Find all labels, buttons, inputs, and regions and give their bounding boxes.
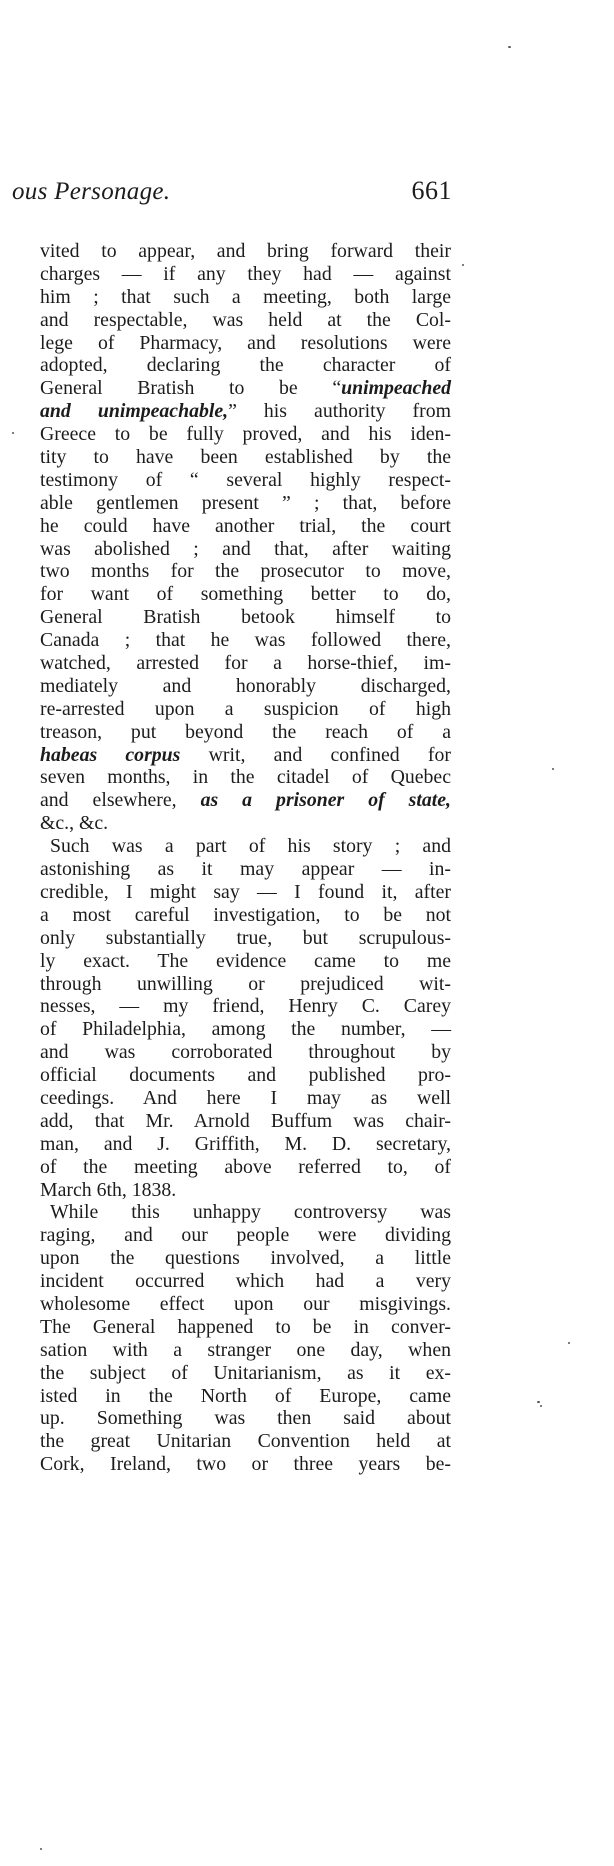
text-segment: &c., &c. — [40, 812, 109, 835]
text-line — [40, 583, 451, 606]
text-segment: man, and J. Griffith, M. D. secretary, — [40, 1132, 451, 1155]
text-segment: testimony of “ several highly respect- — [40, 468, 451, 491]
text-segment: lege of Pharmacy, and resolutions were — [40, 331, 451, 354]
ink-speck — [568, 1342, 570, 1344]
text-line — [40, 1133, 451, 1156]
text-line — [40, 881, 451, 904]
text-segment: incident occurred which had a very — [40, 1270, 451, 1293]
text-segment: of the meeting above referred to, of — [40, 1155, 451, 1178]
text-line — [40, 560, 451, 583]
text-line — [40, 1247, 451, 1270]
text-line — [40, 1270, 451, 1293]
running-title: ous Personage. — [12, 178, 171, 205]
page-header — [12, 178, 452, 212]
text-line — [40, 1201, 451, 1224]
text-line — [40, 492, 451, 515]
text-segment: isted in the North of Europe, came — [40, 1384, 451, 1407]
text-line — [40, 652, 451, 675]
text-line — [40, 789, 451, 812]
text-line — [40, 332, 451, 355]
text-line — [40, 835, 451, 858]
text-line — [40, 1339, 451, 1362]
text-line — [40, 400, 451, 423]
text-segment: vited to appear, and bring forward their — [40, 240, 451, 262]
emphasized-text: habeas corpus — [40, 743, 181, 766]
emphasized-text: and unimpeachable, — [40, 400, 229, 423]
text-line — [40, 1179, 451, 1202]
text-line — [40, 744, 451, 767]
text-segment: was abolished ; and that, after waiting — [40, 537, 451, 560]
text-line — [40, 1407, 451, 1430]
text-segment: mediately and honorably discharged, — [40, 674, 451, 697]
text-segment: While this unhappy controversy was — [50, 1201, 451, 1224]
text-segment: March 6th, 1838. — [40, 1178, 177, 1201]
text-line — [40, 606, 451, 629]
text-line — [40, 1316, 451, 1339]
text-segment: re-arrested upon a suspicion of high — [40, 697, 451, 720]
text-line — [40, 515, 451, 538]
text-segment: for want of something better to do, — [40, 583, 451, 606]
text-line — [40, 423, 451, 446]
ink-speck — [462, 264, 464, 266]
text-segment: Canada ; that he was followed there, — [40, 629, 451, 652]
text-segment: official documents and published pro- — [40, 1064, 451, 1087]
text-line — [40, 1110, 451, 1133]
ink-speck — [552, 768, 554, 770]
text-segment: astonishing as it may appear — in- — [40, 858, 451, 881]
text-line — [40, 904, 451, 927]
text-segment: tity to have been established by the — [40, 446, 451, 469]
text-line — [40, 309, 451, 332]
text-line — [40, 1293, 451, 1316]
text-segment: able gentlemen present ” ; that, before — [40, 491, 451, 514]
text-segment: writ, and confined for — [180, 743, 451, 766]
emphasized-text: as a prisoner of state, — [200, 789, 451, 812]
text-line — [40, 446, 451, 469]
text-line — [40, 675, 451, 698]
text-line — [40, 354, 451, 377]
page-number: 661 — [411, 176, 452, 205]
text-line — [40, 995, 451, 1018]
text-line — [40, 698, 451, 721]
text-line — [40, 973, 451, 996]
text-line — [40, 950, 451, 973]
ink-speck — [40, 1848, 42, 1850]
text-line — [40, 1156, 451, 1179]
text-segment: and respectable, was held at the Col- — [40, 308, 451, 331]
text-segment: seven months, in the citadel of Quebec — [40, 766, 451, 789]
text-line — [40, 812, 451, 835]
text-line — [40, 1087, 451, 1110]
text-segment: through unwilling or prejudiced wit- — [40, 972, 451, 995]
text-segment: him ; that such a meeting, both large — [40, 285, 451, 308]
text-line — [40, 469, 451, 492]
text-segment: the great Unitarian Convention held at — [40, 1430, 451, 1453]
text-line — [40, 1018, 451, 1041]
text-line — [40, 927, 451, 950]
text-segment: Cork, Ireland, two or three years be- — [40, 1453, 451, 1476]
text-segment: sation with a stranger one day, when — [40, 1338, 451, 1361]
text-segment: General Bratish betook himself to — [40, 606, 451, 629]
text-line — [40, 1453, 451, 1476]
text-segment: only substantially true, but scrupulous- — [40, 926, 451, 949]
text-segment: up. Something was then said about — [40, 1407, 451, 1430]
text-segment: wholesome effect upon our misgivings. — [40, 1292, 451, 1315]
text-segment: and was corroborated throughout by — [40, 1041, 451, 1064]
ink-speck — [12, 432, 14, 434]
text-segment: add, that Mr. Arnold Buffum was chair- — [40, 1109, 451, 1132]
text-segment: of Philadelphia, among the number, — — [40, 1018, 451, 1041]
text-line — [40, 538, 451, 561]
text-line — [40, 377, 451, 400]
text-segment: adopted, declaring the character of — [40, 354, 451, 377]
text-segment: ” his authority from — [228, 400, 451, 423]
ink-speck — [540, 1405, 542, 1407]
ink-speck — [537, 1401, 540, 1403]
text-line — [40, 1224, 451, 1247]
text-segment: charges — if any they had — against — [40, 262, 451, 285]
text-segment: two months for the prosecutor to move, — [40, 560, 451, 583]
text-line — [40, 1385, 451, 1408]
text-segment: watched, arrested for a horse-thief, im- — [40, 652, 451, 675]
text-segment: raging, and our people were dividing — [40, 1224, 451, 1247]
text-line — [40, 1064, 451, 1087]
text-segment: credible, I might say — I found it, after — [40, 880, 451, 903]
text-segment: General Bratish to be “ — [40, 377, 342, 400]
text-line — [40, 1041, 451, 1064]
text-segment: ly exact. The evidence came to me — [40, 949, 451, 972]
text-line — [40, 629, 451, 652]
emphasized-text: unimpeached — [341, 377, 451, 400]
text-segment: ceedings. And here I may as well — [40, 1086, 451, 1109]
text-segment: and elsewhere, — [40, 789, 201, 812]
text-segment: Greece to be fully proved, and his iden- — [40, 423, 451, 446]
text-line — [40, 766, 451, 789]
text-segment: the subject of Unitarianism, as it ex- — [40, 1361, 451, 1384]
text-line — [40, 1430, 451, 1453]
text-segment: upon the questions involved, a little — [40, 1247, 451, 1270]
text-line — [40, 286, 451, 309]
text-line — [40, 1362, 451, 1385]
text-segment: a most careful investigation, to be not — [40, 903, 451, 926]
text-segment: nesses, — my friend, Henry C. Carey — [40, 995, 451, 1018]
text-segment: treason, put beyond the reach of a — [40, 720, 451, 743]
text-line — [40, 721, 451, 744]
text-line — [40, 858, 451, 881]
text-segment: The General happened to be in conver- — [40, 1315, 451, 1338]
text-line — [40, 240, 451, 263]
body-text — [40, 240, 451, 1476]
text-line — [40, 263, 451, 286]
text-segment: Such was a part of his story ; and — [50, 835, 451, 858]
text-segment: he could have another trial, the court — [40, 514, 451, 537]
ink-speck — [508, 46, 511, 48]
